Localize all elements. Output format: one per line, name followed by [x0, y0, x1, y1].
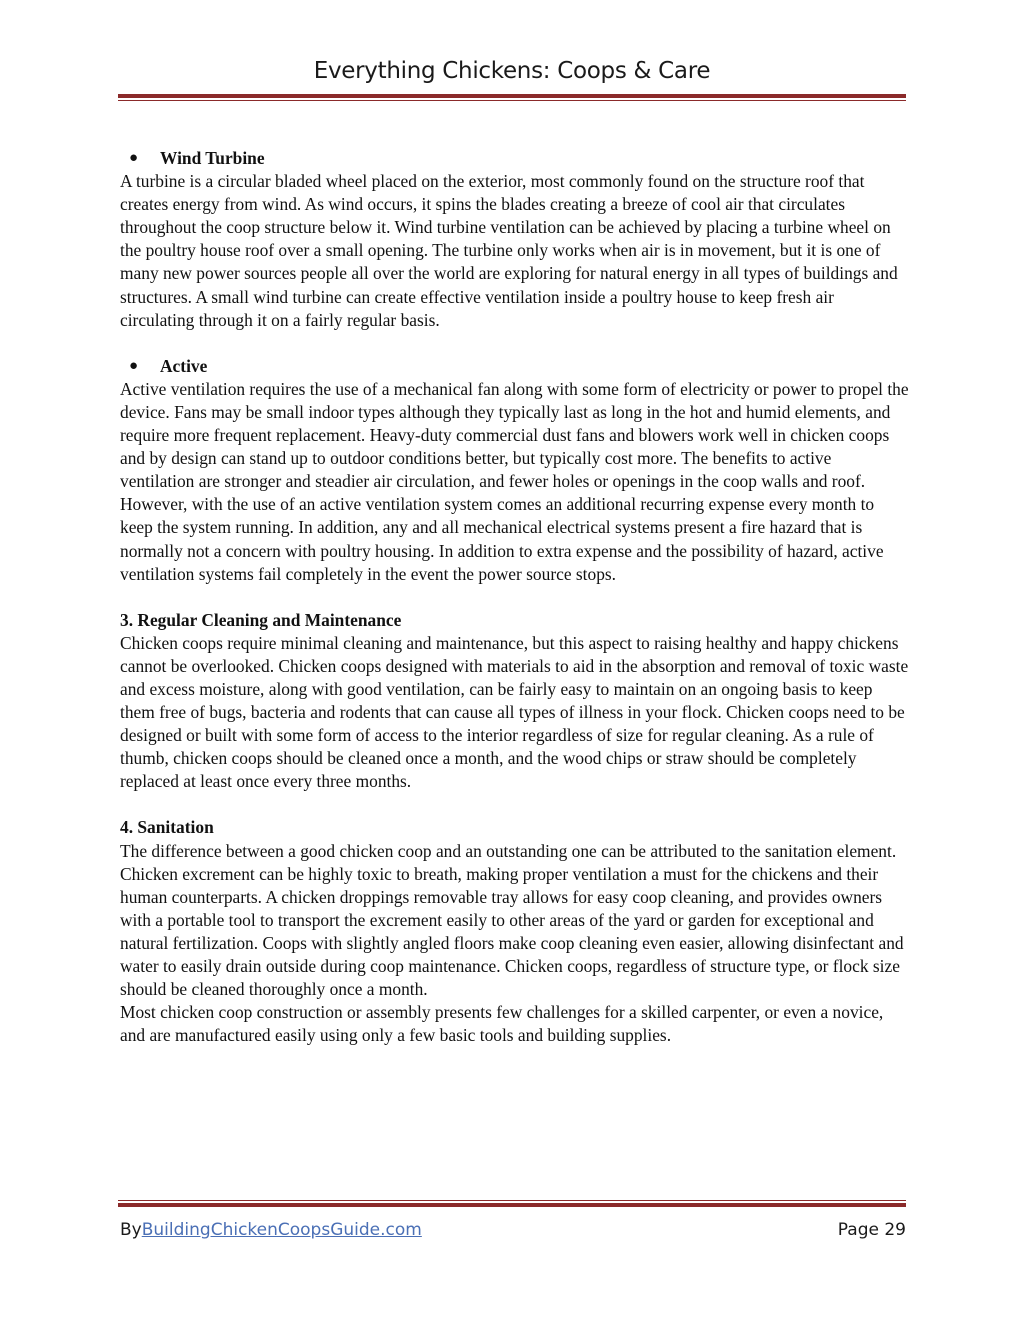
footer-website-link[interactable]: BuildingChickenCoopsGuide.com [141, 1220, 422, 1240]
footer-rule-thick [118, 1203, 906, 1207]
page-content [120, 147, 910, 1047]
heading-text: Wind Turbine [160, 148, 265, 168]
heading-text: Active [160, 355, 208, 376]
paragraph-active: Active ventilation requires the use of a mechanical fan along with some form of electricity or power to propel the device. Fans may be small indoor types although they typically last as long in the hot and humid elements, and require more frequent replacement. Heavy-duty commercial dust fans and blowers work well in chicken coops and by design can stand up to outdoor conditions better, but typically cost more. The benefits to active ventilation are stronger and steadier air circulation, and fewer holes or openings in the coop walls and roof. However, with the use of an active ventilation system comes an additional recurring expense every month to keep the system running. In addition, any and all mechanical electrical systems present a fire hazard that is normally not a concern with poultry housing. In addition to extra expense and the possibility of hazard, active ventilation systems fail completely in the event the power source stops. [120, 378, 909, 584]
header-rule-thin [118, 100, 906, 101]
paragraph-sanitation-closing: Most chicken coop construction or assembly presents few challenges for a skilled carpenter, or even a novice, and are manufactured easily using only a few basic tools and building supplies. [120, 1002, 884, 1046]
bullet-icon: ● [129, 150, 139, 166]
bullet-heading-wind-turbine [129, 147, 910, 170]
page-footer [120, 1220, 906, 1240]
footer-by-label: By [120, 1220, 142, 1240]
paragraph-sanitation: The difference between a good chicken coop and an outstanding one can be attributed to the sanitation element. Chicken excrement can be highly toxic to breath, making proper ventilation a must for the chickens and their human counterparts. A chicken droppings removable tray allows for easy coop cleaning, and provides owners with a portable tool to transport the excrement easily to other areas of the yard or garden for exceptional and natural fertilization. Coops with slightly angled floors make coop cleaning even easier, allowing disinfectant and water to easily drain outside during coop maintenance. Chicken coops, regardless of structure type, or flock size should be cleaned thoroughly once a month. [120, 840, 904, 1000]
paragraph-cleaning: Chicken coops require minimal cleaning and maintenance, but this aspect to raising healthy and happy chickens cannot be overlooked. Chicken coops designed with materials to aid in the absorption and removal of toxic waste and excess moisture, along with good ventilation, can be fairly easy to maintain on an ongoing basis to keep them free of bugs, bacteria and rodents that can cause all types of illness in your flock. Chicken coops need to be designed or built with some form of access to the interior regardless of size for regular cleaning. As a rule of thumb, chicken coops should be cleaned once a month, and the wood chips or straw should be completely replaced at least once every three months. [120, 632, 909, 792]
section-heading-cleaning: 3. Regular Cleaning and Maintenance [120, 609, 402, 630]
footer-page-number: Page 29 [837, 1220, 906, 1240]
bullet-heading-active [129, 355, 910, 378]
bullet-icon: ● [129, 357, 139, 374]
header-rule-thick [118, 94, 906, 98]
paragraph-wind-turbine: A turbine is a circular bladed wheel placed on the exterior, most commonly found on the structure roof that creates energy from wind. As wind occurs, it spins the blades creating a breeze of cool air that circulates throughout the coop structure below it. Wind turbine ventilation can be achieved by placing a turbine wheel on the poultry house roof over a small opening. The turbine only works when air is in movement, but it is one of many new power sources people all over the world are exploring for natural energy in all types of buildings and structures. A small wind turbine can create effective ventilation inside a poultry house to keep fresh air circulating through it on a fairly regular basis. [120, 171, 898, 330]
footer-rule-thin [118, 1200, 906, 1201]
page-header-title: Everything Chickens: Coops & Care [313, 58, 711, 84]
section-heading-sanitation: 4. Sanitation [120, 817, 214, 838]
